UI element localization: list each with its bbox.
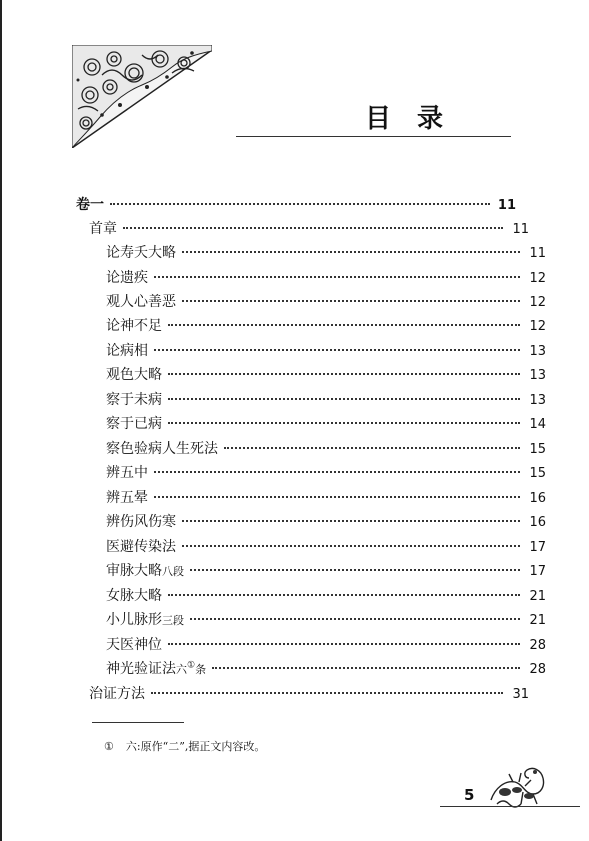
toc-leader-dots — [168, 324, 520, 326]
footnote-text: 六:原作“二”,据正文内容改。 — [125, 740, 266, 753]
toc-entry-page: 28 — [529, 638, 546, 653]
toc-leader-dots — [154, 276, 520, 278]
toc-leader-dots — [212, 667, 520, 669]
toc-entry-page: 13 — [529, 368, 546, 383]
toc-entry-label: 论遗疾 — [106, 270, 148, 286]
toc-entry[interactable] — [76, 413, 546, 435]
toc-entry-title: 神光验证法 — [106, 661, 176, 677]
footnote — [104, 738, 265, 754]
toc-entry-page: 11 — [497, 198, 516, 213]
toc-entry[interactable] — [76, 585, 546, 607]
toc-entry-label: 观色大略 — [106, 367, 162, 383]
toc-entry-page: 13 — [529, 344, 546, 359]
toc-leader-dots — [190, 569, 520, 571]
toc-entry-page: 15 — [529, 442, 546, 457]
toc-entry-label — [106, 609, 184, 632]
toc-entry[interactable] — [76, 267, 546, 289]
toc-entry-note: 三段 — [162, 614, 184, 627]
toc-entry-label: 首章 — [89, 221, 117, 237]
toc-entry-label: 观人心善恶 — [106, 294, 176, 310]
toc-entry-label — [106, 560, 184, 583]
toc-entry[interactable] — [76, 560, 546, 582]
toc-entry-page: 16 — [529, 515, 546, 530]
toc-entry-page: 12 — [529, 319, 546, 334]
toc-entry-label: 女脉大略 — [106, 588, 162, 604]
toc-leader-dots — [182, 251, 520, 253]
toc-entry-page: 11 — [529, 246, 546, 261]
toc-entry-label: 辨五晕 — [106, 490, 148, 506]
toc-leader-dots — [154, 349, 520, 351]
toc-entry-page: 16 — [529, 491, 546, 506]
toc-leader-dots — [168, 422, 520, 424]
toc-leader-dots — [182, 520, 520, 522]
toc-entry-page: 13 — [529, 393, 546, 408]
toc-entry-label: 辨伤风伤寒 — [106, 514, 176, 530]
toc-entry[interactable] — [76, 487, 546, 509]
toc-entry[interactable] — [76, 242, 546, 264]
toc-entry-note: 八段 — [162, 565, 184, 578]
toc-leader-dots — [182, 300, 520, 302]
toc-entry-label — [106, 658, 206, 681]
toc-entry-page: 12 — [529, 295, 546, 310]
toc-entry-page: 15 — [529, 466, 546, 481]
toc-entry-page: 14 — [529, 417, 546, 432]
toc-entry-page: 12 — [529, 271, 546, 286]
toc-entry-page: 31 — [512, 687, 529, 702]
toc-entry-title: 审脉大略 — [106, 563, 162, 579]
toc-leader-dots — [182, 545, 520, 547]
toc-leader-dots — [168, 594, 520, 596]
toc-entry-note-suffix: 条 — [195, 663, 207, 676]
toc-leader-dots — [168, 398, 520, 400]
page-title: 目录 — [365, 104, 470, 134]
toc-entry-label: 卷一 — [76, 197, 104, 213]
toc-entry-label: 察于未病 — [106, 392, 162, 408]
toc-entry-label: 天医神位 — [106, 637, 162, 653]
toc-leader-dots — [154, 471, 520, 473]
toc-entry-note: 六 — [176, 663, 187, 676]
toc-leader-dots — [190, 618, 520, 620]
toc-leader-dots — [151, 692, 503, 694]
toc-entry[interactable] — [76, 218, 529, 240]
toc-entry-label: 论寿夭大略 — [106, 245, 176, 261]
page-number-rule — [440, 806, 580, 807]
toc-entry-page: 21 — [529, 589, 546, 604]
toc-entry-page: 21 — [529, 613, 546, 628]
toc-leader-dots — [168, 643, 520, 645]
toc-entry[interactable] — [76, 340, 546, 362]
toc-entry-label: 治证方法 — [89, 686, 145, 702]
toc-leader-dots — [168, 373, 520, 375]
toc-entry[interactable] — [76, 462, 546, 484]
toc-entry-title: 小儿脉形 — [106, 612, 162, 628]
toc-entry-label: 医避传染法 — [106, 539, 176, 555]
toc-entry[interactable] — [76, 609, 546, 631]
toc-entry[interactable] — [76, 634, 546, 656]
toc-entry[interactable] — [76, 194, 516, 216]
toc-entry-page: 28 — [529, 662, 546, 677]
title-underline — [236, 136, 511, 137]
toc-entry-page: 17 — [529, 564, 546, 579]
toc-entry[interactable] — [76, 658, 546, 680]
toc-leader-dots — [154, 496, 520, 498]
toc-entry[interactable] — [76, 389, 546, 411]
cloud-ornament-icon — [72, 45, 212, 148]
toc-entry[interactable] — [76, 511, 546, 533]
page-number: 5 — [464, 786, 475, 804]
toc-entry-label: 察色验病人生死法 — [106, 441, 218, 457]
toc-entry[interactable] — [76, 291, 546, 313]
toc-entry-label: 论病相 — [106, 343, 148, 359]
toc-entry[interactable] — [76, 536, 546, 558]
toc-leader-dots — [123, 227, 503, 229]
toc-entry[interactable] — [76, 315, 546, 337]
toc-entry-label: 辨五中 — [106, 465, 148, 481]
toc-entry-page: 17 — [529, 540, 546, 555]
toc-entry-label: 论神不足 — [106, 318, 162, 334]
footnote-marker: ① — [104, 740, 114, 753]
dragon-ornament-icon — [483, 760, 553, 810]
toc-entry[interactable] — [76, 438, 546, 460]
toc-entry-label: 察于已病 — [106, 416, 162, 432]
toc-leader-dots — [110, 203, 490, 205]
page-edge-line — [0, 0, 2, 841]
toc-entry[interactable] — [76, 683, 529, 705]
footnote-separator — [92, 722, 184, 723]
toc-leader-dots — [224, 447, 520, 449]
footnote-ref-marker[interactable]: ① — [187, 660, 196, 671]
toc-entry[interactable] — [76, 364, 546, 386]
toc-entry-page: 11 — [512, 222, 529, 237]
